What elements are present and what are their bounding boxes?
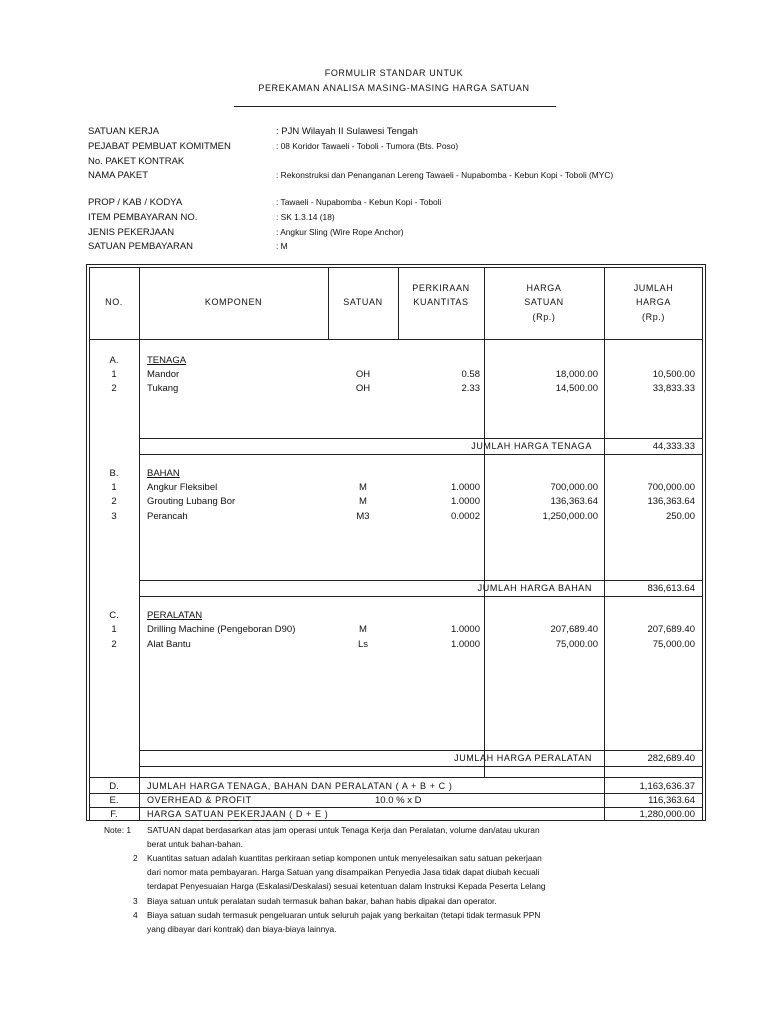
header-harga-2: SATUAN (524, 297, 564, 307)
row-no: 1 (111, 369, 117, 380)
summary-value-f: 1,280,000.00 (639, 809, 695, 820)
info-label-paket-kontrak: No. PAKET KONTRAK (88, 156, 185, 167)
row-satuan: M (359, 496, 367, 507)
section-letter: B. (109, 468, 119, 479)
row-komponen: Drilling Machine (Pengeboran D90) (147, 624, 296, 635)
row-satuan: M (359, 624, 367, 635)
row-satuan: Ls (357, 639, 369, 650)
row-satuan: OH (355, 383, 371, 394)
row-satuan: M3 (356, 511, 370, 522)
row-no: 2 (111, 496, 117, 507)
row-harga: 75,000.00 (555, 639, 598, 650)
note-3-line-1: Biaya satuan untuk peralatan sudah termasuk bahan bakar, bahan habis dipakai dan operator. (147, 896, 497, 906)
total-label-tenaga: JUMLAH HARGA TENAGA (471, 441, 592, 451)
info-value-satuan-pembayaran: : M (276, 241, 288, 251)
row-harga: 1,250,000.00 (542, 511, 598, 522)
section-title-bahan: BAHAN (147, 468, 180, 479)
total-value-tenaga: 44,333.33 (652, 441, 695, 452)
note-2-line-2: dari nomor mata pembayaran. Harga Satuan yang disampaikan Penyedia Jasa tidak dapat diubah kecuali (147, 867, 540, 877)
row-kuantitas: 1.0000 (450, 624, 480, 635)
info-label-satuan-pembayaran: SATUAN PEMBAYARAN (88, 241, 194, 252)
summary-letter-f: F. (110, 809, 118, 820)
header-no: NO. (105, 297, 123, 307)
info-label-jenis: JENIS PEKERJAAN (88, 227, 175, 238)
row-no: 1 (111, 482, 117, 493)
row-harga: 700,000.00 (550, 482, 598, 493)
total-value-bahan: 836,613.64 (647, 583, 695, 594)
header-harga-1: HARGA (526, 283, 562, 293)
row-kuantitas: 1.0000 (450, 639, 480, 650)
summary-letter-d: D. (109, 781, 119, 792)
info-label-prop: PROP / KAB / KODYA (88, 197, 183, 208)
row-jumlah: 700,000.00 (647, 482, 695, 493)
row-kuantitas: 0.0002 (450, 511, 480, 522)
info-value-ppk: : 08 Koridor Tawaeli - Toboli - Tumora (Bts. Poso) (276, 141, 459, 151)
row-harga: 207,689.40 (550, 624, 598, 635)
note-3-number: 3 (133, 896, 138, 906)
row-jumlah: 75,000.00 (652, 639, 695, 650)
header-jumlah-2: HARGA (635, 297, 671, 307)
row-satuan: M (359, 482, 367, 493)
row-no: 2 (111, 383, 117, 394)
total-value-peralatan: 282,689.40 (647, 753, 695, 764)
header-kuantitas-2: KUANTITAS (413, 297, 469, 307)
row-harga: 18,000.00 (555, 369, 598, 380)
total-label-peralatan: JUMLAH HARGA PERALATAN (454, 753, 592, 763)
note-2-number: 2 (133, 853, 138, 863)
total-label-bahan: JUMLAH HARGA BAHAN (477, 583, 592, 593)
info-label-ppk: PEJABAT PEMBUAT KOMITMEN (88, 141, 231, 152)
row-komponen: Grouting Lubang Bor (147, 496, 236, 507)
header-komponen: KOMPONEN (204, 297, 263, 307)
section-title-tenaga: TENAGA (147, 355, 187, 366)
row-harga: 14,500.00 (555, 383, 598, 394)
note-2-line-3: terdapat Penyesuaian Harga (Eskalasi/Deskalasi) sesuai ketentuan dalam Instruksi Kepada Peserta Lelang (147, 881, 546, 891)
info-label-nama-paket: NAMA PAKET (88, 170, 149, 181)
row-kuantitas: 0.58 (461, 369, 480, 380)
summary-letter-e: E. (109, 795, 119, 806)
note-4-line-2: yang dibayar dari kontrak) dan biaya-biaya lainnya. (147, 924, 337, 934)
row-no: 3 (111, 511, 117, 522)
info-label-item: ITEM PEMBAYARAN NO. (88, 212, 198, 223)
section-title-peralatan: PERALATAN (147, 610, 203, 621)
header-jumlah-1: JUMLAH (633, 283, 674, 293)
form-title-line2: PEREKAMAN ANALISA MASING-MASING HARGA SATUAN (258, 83, 530, 93)
header-harga-3: (Rp.) (532, 312, 556, 322)
row-no: 1 (111, 624, 117, 635)
info-label-satuan-kerja: SATUAN KERJA (88, 126, 160, 137)
info-value-jenis: : Angkur Sling (Wire Rope Anchor) (276, 227, 404, 237)
row-komponen: Tukang (147, 383, 179, 394)
section-letter: C. (109, 610, 119, 621)
info-value-satuan-kerja: : PJN Wilayah II Sulawesi Tengah (276, 126, 418, 137)
row-jumlah: 33,833.33 (652, 383, 695, 394)
row-jumlah: 207,689.40 (647, 624, 695, 635)
note-4-number: 4 (133, 910, 138, 920)
section-letter: A. (109, 355, 119, 366)
header-satuan: SATUAN (343, 297, 383, 307)
info-value-nama-paket: : Rekonstruksi dan Penanganan Lereng Tawaeli - Nupabomba - Kebun Kopi - Toboli (MYC) (276, 170, 614, 180)
summary-rate-e: 10.0 % x D (375, 795, 422, 806)
row-kuantitas: 2.33 (461, 383, 480, 394)
row-kuantitas: 1.0000 (450, 482, 480, 493)
row-komponen: Alat Bantu (147, 639, 191, 650)
form-title-line1: FORMULIR STANDAR UNTUK (324, 68, 464, 78)
summary-label-f: HARGA SATUAN PEKERJAAN ( D + E ) (147, 809, 329, 819)
row-komponen: Angkur Fleksibel (147, 482, 218, 493)
summary-value-e: 116,363.64 (648, 795, 695, 806)
row-komponen: Mandor (147, 369, 180, 380)
note-prefix: Note: 1 (104, 825, 132, 835)
row-harga: 136,363.64 (550, 496, 598, 507)
note-4-line-1: Biaya satuan sudah termasuk pengeluaran untuk seluruh pajak yang berkaitan (tetapi tidak termasuk PPN (147, 910, 541, 920)
summary-value-d: 1,163,636.37 (639, 781, 695, 792)
row-satuan: OH (355, 369, 371, 380)
row-komponen: Perancah (147, 511, 188, 522)
row-jumlah: 250.00 (665, 511, 695, 522)
note-1-line-1: SATUAN dapat berdasarkan atas jam operasi untuk Tenaga Kerja dan Peralatan, volume dan/atau ukuran (147, 825, 540, 835)
note-2-line-1: Kuantitas satuan adalah kuantitas perkiraan setiap komponen untuk menyelesaikan satu satuan pekerjaan (147, 853, 542, 863)
row-kuantitas: 1.0000 (450, 496, 480, 507)
header-kuantitas-1: PERKIRAAN (412, 283, 470, 293)
summary-label-e: OVERHEAD & PROFIT (147, 795, 252, 805)
summary-label-d: JUMLAH HARGA TENAGA, BAHAN DAN PERALATAN ( A + B + C ) (147, 781, 453, 791)
info-value-prop: : Tawaeli - Nupabomba - Kebun Kopi - Toboli (276, 197, 442, 207)
row-jumlah: 136,363.64 (647, 496, 695, 507)
row-no: 2 (111, 639, 117, 650)
row-jumlah: 10,500.00 (652, 369, 695, 380)
title-divider (234, 106, 556, 107)
note-1-line-2: berat untuk bahan-bahan. (147, 839, 243, 849)
info-value-item: : SK 1.3.14 (18) (276, 212, 335, 222)
header-jumlah-3: (Rp.) (642, 312, 665, 322)
